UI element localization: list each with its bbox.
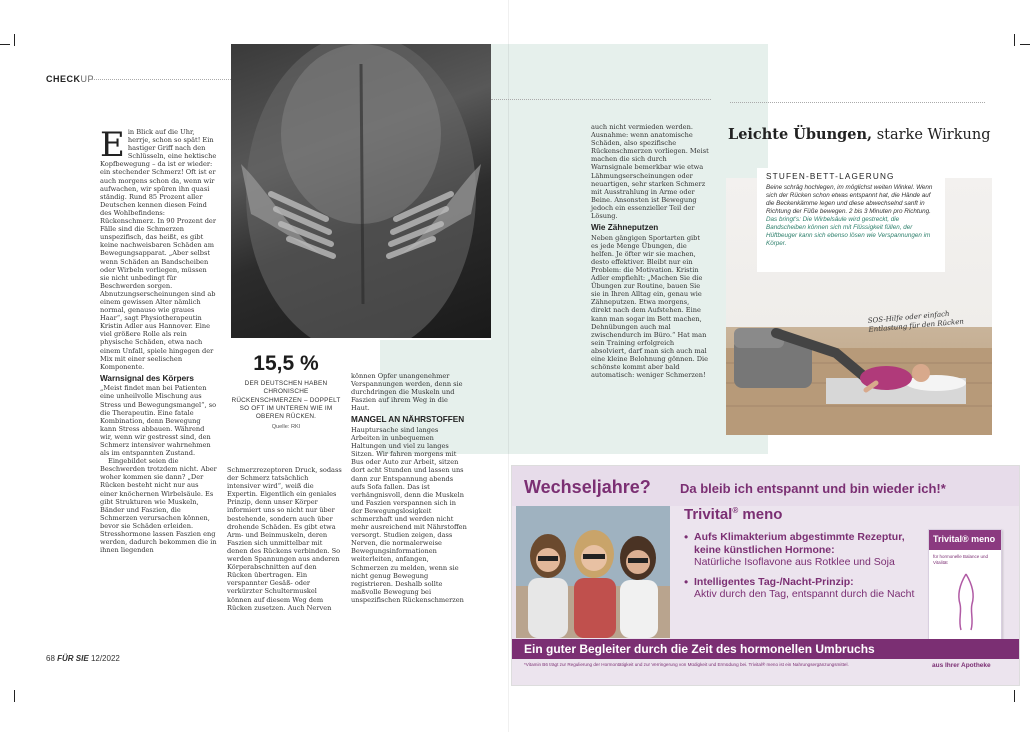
article-column-2 bbox=[227, 466, 342, 612]
ad-pharmacy: aus Ihrer Apotheke bbox=[932, 662, 991, 669]
handwritten-note: SOS-Hilfe oder einfach Entlastung für den Rücken bbox=[867, 309, 965, 334]
issue-number: 12/2022 bbox=[90, 654, 120, 663]
paragraph: auch nicht vermieden werden. Ausnahme: wenn anatomische Schäden, also spezifische Rückenschmerzen vorliegen. Meist machen die sich durch Warnsignale bemerkbar wie etwa Lähmungserscheinungen oder neuartigen, sehr starken Schmerz mit Ausstrahlung in Arme oder Beine. Ansonsten ist Bewegung jedoch ein essenzieller Teil der Lösung. bbox=[591, 123, 709, 221]
ad-headline: Wechseljahre? bbox=[524, 477, 651, 497]
exercise-text: Beine schräg hochlegen, im möglichst weiten Winkel. Wenn sich der Rücken schon etwas entspannt hat, die Hände auf die Beckenkämme legen und diese abwechselnd sanft in Richtung der Füße bewegen. 2 bis 3 Minuten pro Richtung. Das bringt’s: Die Wirbelsäule wird gestreckt, die Bandscheiben können sich mit Flüssigkeit füllen, der Hüftbeuger kann sich ebenso lösen wie Verspannungen im Körper. bbox=[766, 184, 933, 247]
page-number: 68 bbox=[46, 654, 55, 663]
crop-mark bbox=[14, 690, 15, 702]
ad-photo bbox=[516, 506, 670, 638]
product-package bbox=[928, 529, 1002, 641]
exercise-title: STUFEN-BETT-LAGERUNG bbox=[766, 172, 895, 181]
ad-banner bbox=[512, 639, 1020, 659]
ad-benefit-item: • Aufs Klimakterium abgestimmte Rezeptur, keine künstlichen Hormone: Natürliche Isoflavone aus Rotklee und Soja bbox=[684, 531, 934, 569]
exercise-heading: Leichte Übungen, starke Wirkung bbox=[728, 126, 991, 143]
ad-benefit-item: • Intelligentes Tag-/Nacht-Prinzip: Aktiv durch den Tag, entspannt durch die Nacht bbox=[684, 576, 934, 601]
article-column-4 bbox=[591, 123, 709, 379]
magazine-name: FÜR SIE bbox=[57, 654, 89, 663]
stat-text: DER DEUTSCHEN HABEN CHRONISCHE RÜCKENSCHMERZEN – DOPPELT SO OFT IM UNTEREN WIE IM OBEREN RÜCKEN. bbox=[231, 380, 341, 421]
stat-number: 15,5 % bbox=[253, 352, 319, 375]
ad-footnote: *Vitamin B6 trägt zur Regulierung der Hormontätigkeit und zur Verringerung von Müdigkeit und Ermüdung bei. Trivital® meno ist ein Nahrungsergänzungsmittel. bbox=[524, 662, 849, 667]
paragraph: können Opfer unangenehmer Verspannungen werden, denn sie durchdringen die Muskeln und Faszien auf ihrem Weg in die Haut. bbox=[351, 372, 463, 413]
back-photo bbox=[231, 44, 491, 338]
paragraph: Schmerzrezeptoren Druck, sodass der Schmerz tatsächlich intensiver wird“, weiß die Expertin. Eigentlich ein geniales Prinzip, denn unser Körper informiert uns so nicht nur über bestehende, sondern auch über drohende Schäden. Es gibt etwa Arm- und Beinmuskeln, deren Faszien sich unmittelbar mit denen des Rückens verbinden. So werden Spannungen aus anderen Körperabschnitten auf den Rücken übertragen. Ein verspannter Gesäß- oder verkürzter Schultermuskel können auf diesem Weg dem Rücken zusetzen. Auch Nerven bbox=[227, 466, 342, 612]
stat-source: Quelle: RKI bbox=[271, 424, 301, 431]
article-column-1 bbox=[100, 125, 217, 555]
crop-mark bbox=[1020, 44, 1030, 45]
paragraph: Eingebildet seien die Beschwerden trotzdem nicht. Aber woher kommen sie dann? „Der Rücken besteht nicht nur aus einer knöchernen Wirbelsäule. Es gibt Strukturen wie Muskeln, Bänder und Faszien, die Schmerzen verursachen können, bevor sie Schäden erleiden. Stresshormone lassen Faszien eng werden, dadurch bekommen die in ihnen liegenden bbox=[100, 457, 217, 555]
header-rule bbox=[730, 102, 985, 103]
silhouette-icon bbox=[951, 572, 981, 632]
ad-benefit-list bbox=[684, 531, 934, 608]
crop-mark bbox=[1014, 690, 1015, 702]
header-rule bbox=[92, 79, 231, 80]
intro-text: in Blick auf die Uhr, herrje, schon so spät! Ein hastiger Griff nach den Schlüsseln, eine hektische Kopfbewegung – da ist er wieder: ein stechender Schmerz! Oft ist er auch morgens schon da, wenn wir aufwachen, wir spüren ihn quasi ständig. Rund 85 Prozent aller Deutschen kennen diesen Feind des Wohlbefindens: Rückenschmerz. In 90 Prozent der Fälle sind die Schmerzen unspezifisch, das heißt, es gibt keine nachweisbaren Schäden am Bewegungsapparat. „Aber selbst wenn Schäden an Bandscheiben oder Wirbeln vorliegen, müssen sie nicht unbedingt für Beschwerden sorgen. Abnutzungserscheinungen sind ab einem gewissen Alter nämlich normal, genauso wie graues Haar“, sagt Physiotherapeutin Kristin Adler aus Hannover. Eine viel größere Rolle als rein physische Schäden, etwa nach einem Unfall, spiele hingegen der Mix mit einer seelischen Komponente. bbox=[100, 128, 217, 371]
ad-subheadline: Da bleib ich entspannt und bin wieder ich!* bbox=[680, 481, 946, 496]
exercise-benefit: Das bringt’s: Die Wirbelsäule wird gestreckt, die Bandscheiben können sich mit Flüssigkeit füllen, der Hüftbeuger kann sich ebenso lösen wie Verspannungen im Körper. bbox=[766, 216, 931, 247]
crop-mark bbox=[0, 44, 10, 45]
subhead-naehrstoffe: MANGEL AN NÄHRSTOFFEN bbox=[351, 415, 465, 425]
statistic-box bbox=[231, 352, 341, 430]
pack-subtitle: für hormonelle Balance und Vitalität bbox=[933, 554, 989, 565]
paragraph: Neben gängigen Sportarten gibt es jede Menge Übungen, die helfen. Je öfter wir sie machen, desto effektiver. Bleibt nur ein Problem: die Motivation. Kristin Adler empfiehlt: „Machen Sie die Übungen zur Routine, bauen Sie sie in Ihren Alltag ein, genau wie Zähneputzen. Etwa morgens, direkt nach dem Aufstehen. Eine kann man sogar im Bett machen, Dehnübungen auch mal zwischendurch im Büro.“ Hat man sein Training erfolgreich absolviert, darf man sich auch mal eine kleine Belohnung gönnen. Die schönste kommt aber bald automatisch: weniger Schmerzen! bbox=[591, 233, 709, 380]
paragraph: Hauptursache sind langes Arbeiten in unbequemen Haltungen und viel zu langes Sitzen. Wir fahren morgens mit Bus oder Auto zur Arbeit, sitzen dort acht Stunden und lassen uns dann zur Entspannung abends aufs Sofa fallen. Das ist verhängnisvoll, denn die Muskeln und Faszien verspannen sich in der Bewegungslosigkeit schmerzhaft und werden nicht mehr ausreichend mit Nährstoffen versorgt. Studien zeigen, dass Nerven, die normalerweise Bewegungsinformationen weiterleiten, anfangen, Schmerzen zu melden, wenn sie nicht genug Bewegung registrieren. Deshalb sollte maßvolle Bewegung bei unspezifischen Rückenschmerzen bbox=[351, 425, 467, 604]
crop-mark bbox=[14, 34, 15, 46]
header-rule bbox=[491, 99, 711, 100]
subhead-zaehneputzen: Wie Zähneputzen bbox=[591, 223, 659, 233]
advertisement[interactable] bbox=[511, 465, 1020, 686]
pack-name: Trivital® meno bbox=[933, 534, 996, 544]
paragraph: „Meist findet man bei Patienten eine unheilvolle Mischung aus Stress und Bewegungsmangel“, so die Therapeutin. Eine fatale Kombination, denn Bewegung kann Stress abbauen. Während wir, wenn wir gestresst sind, den Schmerz intensiver wahrnehmen als im entspannten Zustand. bbox=[100, 384, 217, 458]
subhead-warnsignal: Warnsignal des Körpers bbox=[100, 373, 194, 383]
article-intro bbox=[100, 125, 217, 371]
women-illustration bbox=[516, 506, 670, 638]
dropcap: E bbox=[100, 125, 125, 165]
section-label: CHECKUP bbox=[46, 74, 95, 84]
crop-mark bbox=[1014, 34, 1015, 46]
ad-banner-text: Ein guter Begleiter durch die Zeit des hormonellen Umbruchs bbox=[524, 642, 875, 656]
article-column-3 bbox=[351, 372, 467, 604]
ad-brand: Trivital® meno bbox=[684, 506, 783, 523]
page-footer bbox=[46, 654, 120, 663]
page-gutter bbox=[508, 0, 509, 732]
back-illustration bbox=[231, 44, 491, 338]
exercise-textbox bbox=[757, 168, 945, 272]
